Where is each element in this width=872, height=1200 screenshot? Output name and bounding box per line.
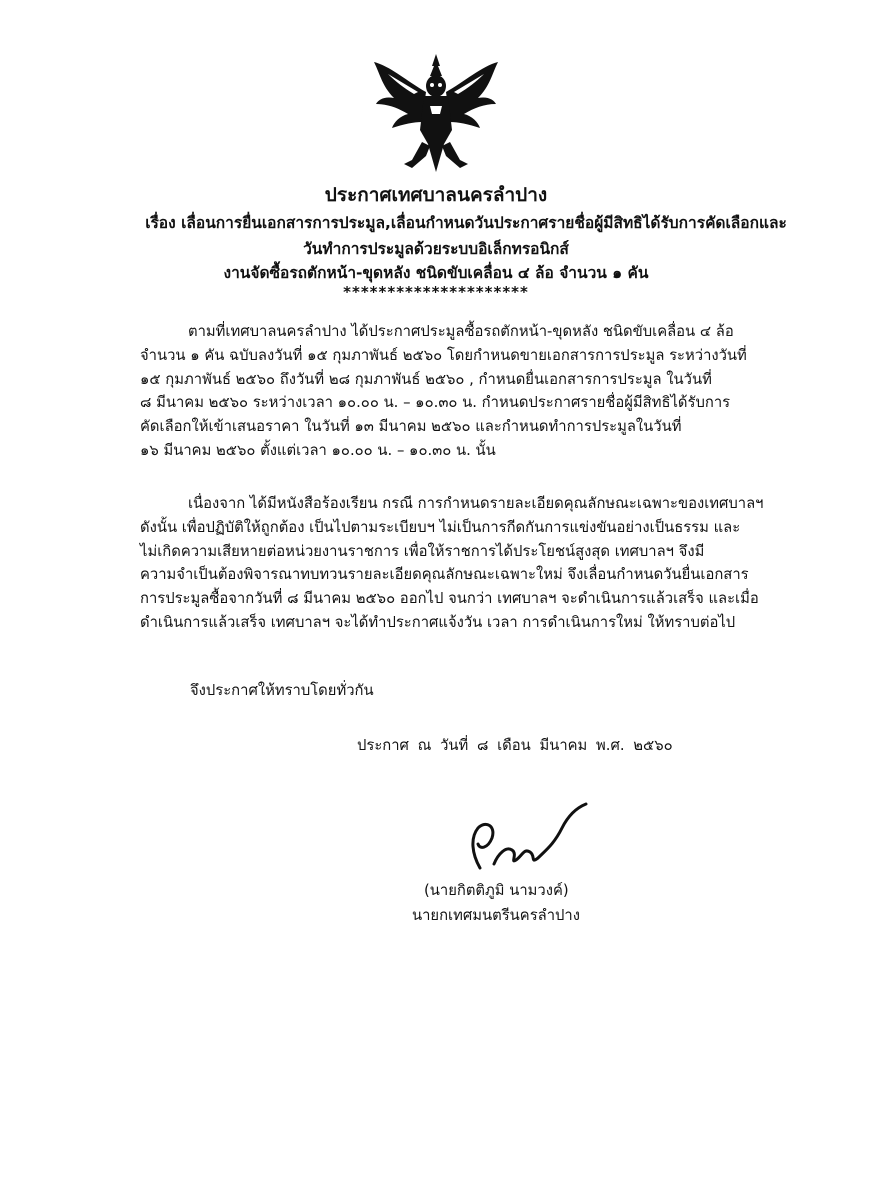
subject-line-3: งานจัดซื้อรถตักหน้า-ขุดหลัง ชนิดขับเคลื่อน ๔ ล้อ จำนวน ๑ คัน [223, 264, 649, 282]
garuda-emblem-icon [368, 52, 504, 174]
subject-line-1: เรื่อง เลื่อนการยื่นเอกสารการประมูล,เลื่อนกำหนดวันประกาศรายชื่อผู้มีสิทธิได้รับการคัดเลือกและ [145, 214, 787, 232]
separator-stars: ********************* [343, 283, 529, 301]
paragraph-2 [140, 492, 764, 635]
subject-line-2: วันทำการประมูลด้วยระบบอิเล็กทรอนิกส์ [303, 240, 569, 258]
paragraph-line: ๘ มีนาคม ๒๕๖๐ ระหว่างเวลา ๑๐.๐๐ น. – ๑๐.๓๐ น. กำหนดประกาศรายชื่อผู้มีสิทธิได้รับการ [140, 394, 731, 412]
paragraph-line: ดำเนินการแล้วเสร็จ เทศบาลฯ จะได้ทำประกาศแจ้งวัน เวลา การดำเนินการใหม่ ให้ทราบต่อไป [140, 613, 736, 631]
paragraph-line: ดังนั้น เพื่อปฏิบัติให้ถูกต้อง เป็นไปตามระเบียบฯ ไม่เป็นการกีดกันการแข่งขันอย่างเป็นธรรม และ [140, 518, 741, 536]
handwritten-signature [450, 798, 600, 878]
paragraph-line: เนื่องจาก ได้มีหนังสือร้องเรียน กรณี การกำหนดรายละเอียดคุณลักษณะเฉพาะของเทศบาลฯ [188, 495, 764, 512]
announcement-date: ประกาศ ณ วันที่ ๘ เดือน มีนาคม พ.ศ. ๒๕๖๐ [357, 737, 673, 754]
paragraph-line: จำนวน ๑ คัน ฉบับลงวันที่ ๑๕ กุมภาพันธ์ ๒๕๖๐ โดยกำหนดขายเอกสารการประมูล ระหว่างวันที่ [140, 346, 747, 364]
paragraph-line: ตามที่เทศบาลนครลำปาง ได้ประกาศประมูลซื้อรถตักหน้า-ขุดหลัง ชนิดขับเคลื่อน ๔ ล้อ [188, 323, 734, 340]
paragraph-line: ไม่เกิดความเสียหายต่อหน่วยงานราชการ เพื่อให้ราชการได้ประโยชน์สูงสุด เทศบาลฯ จึงมี [140, 542, 705, 560]
paragraph-line: ๑๖ มีนาคม ๒๕๖๐ ตั้งแต่เวลา ๑๐.๐๐ น. – ๑๐.๓๐ น. นั้น [140, 441, 496, 459]
paragraph-1 [140, 320, 747, 463]
paragraph-line: ๑๕ กุมภาพันธ์ ๒๕๖๐ ถึงวันที่ ๒๘ กุมภาพันธ์ ๒๕๖๐ , กำหนดยื่นเอกสารการประมูล ในวันที่ [140, 370, 712, 388]
paragraph-line: ความจำเป็นต้องพิจารณาทบทวนรายละเอียดคุณลักษณะเฉพาะใหม่ จึงเลื่อนกำหนดวันยื่นเอกสาร [140, 566, 749, 584]
signer-position: นายกเทศมนตรีนครลำปาง [412, 907, 580, 924]
paragraph-line: การประมูลซื้อจากวันที่ ๘ มีนาคม ๒๕๖๐ ออกไป จนกว่า เทศบาลฯ จะดำเนินการแล้วเสร็จ และเมื่อ [140, 590, 759, 608]
signer-name: (นายกิตติภูมิ นามวงค์) [424, 882, 569, 899]
closing-statement: จึงประกาศให้ทราบโดยทั่วกัน [190, 682, 374, 699]
paragraph-line: คัดเลือกให้เข้าเสนอราคา ในวันที่ ๑๓ มีนาคม ๒๕๖๐ และกำหนดทำการประมูลในวันที่ [140, 418, 682, 436]
announcement-title: ประกาศเทศบาลนครลำปาง [324, 184, 548, 206]
